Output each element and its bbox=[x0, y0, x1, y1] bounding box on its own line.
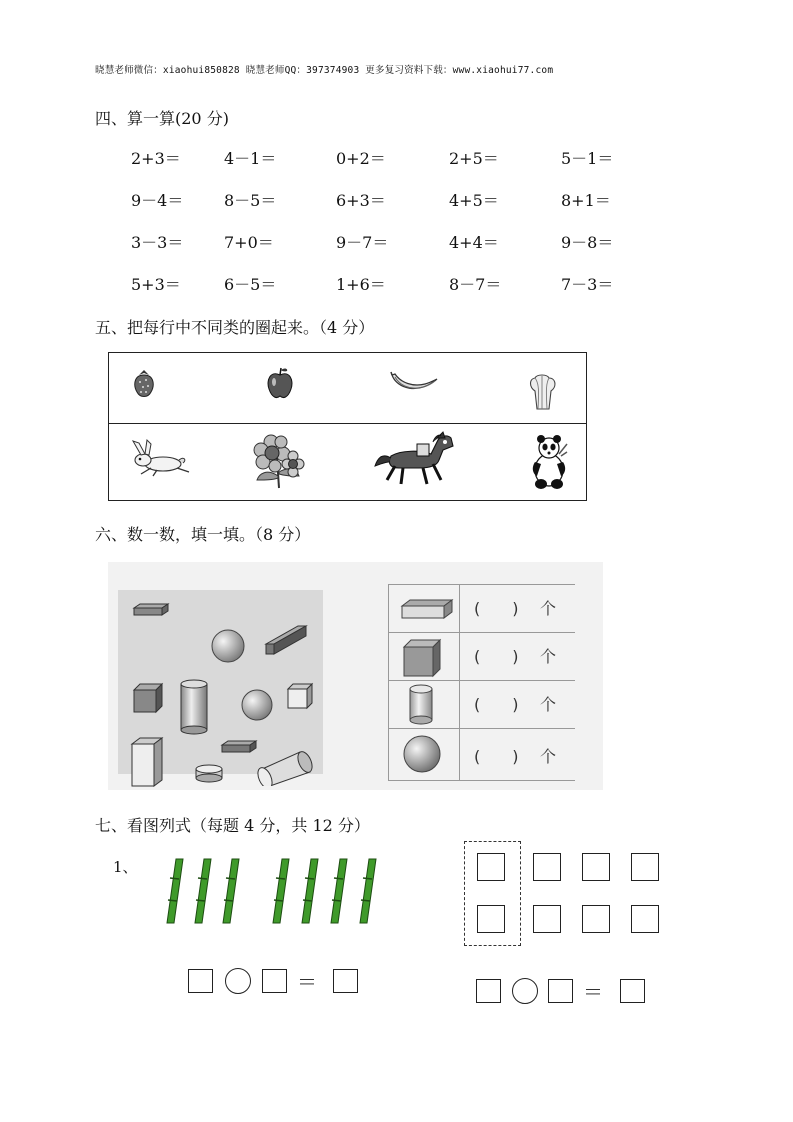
answer-box[interactable] bbox=[476, 979, 501, 1003]
operator-circle[interactable] bbox=[512, 978, 538, 1004]
equals-sign: ＝ bbox=[583, 980, 603, 1004]
bamboo-stick-icon bbox=[272, 858, 290, 924]
odd-one-out-row-2 bbox=[108, 423, 587, 501]
cube-icon bbox=[402, 638, 442, 678]
section-4-title: 四、算一算(20 分) bbox=[95, 109, 229, 128]
cube-icon bbox=[286, 682, 314, 710]
calc-problem[interactable]: 7+0＝ bbox=[224, 233, 274, 252]
count-unit: 个 bbox=[540, 695, 557, 714]
answer-box[interactable] bbox=[548, 979, 573, 1003]
calc-problem[interactable]: 9－7＝ bbox=[336, 233, 389, 252]
calc-problem[interactable]: 0+2＝ bbox=[336, 149, 386, 168]
page-header: 晓慧老师微信：xiaohui850828 晓慧老师QQ：397374903 更多复习资料下载：www.xiaohui77.com bbox=[95, 65, 554, 76]
calc-problem[interactable]: 4+5＝ bbox=[449, 191, 499, 210]
count-blank[interactable]: ( ) bbox=[474, 695, 519, 714]
calc-problem[interactable]: 8－5＝ bbox=[224, 191, 277, 210]
answer-box[interactable] bbox=[188, 969, 213, 993]
calc-problem[interactable]: 8+1＝ bbox=[561, 191, 611, 210]
picture-square bbox=[477, 853, 505, 881]
long-cuboid-icon bbox=[264, 622, 310, 656]
count-unit: 个 bbox=[540, 747, 557, 766]
flower-icon[interactable] bbox=[249, 428, 307, 490]
count-blank[interactable]: ( ) bbox=[474, 599, 519, 618]
count-blank[interactable]: ( ) bbox=[474, 647, 519, 666]
cuboid-icon bbox=[132, 602, 170, 618]
picture-square bbox=[631, 853, 659, 881]
picture-square bbox=[533, 905, 561, 933]
calc-problem[interactable]: 6+3＝ bbox=[336, 191, 386, 210]
cylinder-icon bbox=[178, 678, 210, 736]
bamboo-stick-icon bbox=[330, 858, 348, 924]
sphere-icon bbox=[240, 688, 274, 722]
count-blank[interactable]: ( ) bbox=[474, 747, 519, 766]
strawberry-icon[interactable] bbox=[131, 367, 157, 401]
count-unit: 个 bbox=[540, 599, 557, 618]
operator-circle[interactable] bbox=[225, 968, 251, 994]
calc-problem[interactable]: 4－1＝ bbox=[224, 149, 277, 168]
answer-box[interactable] bbox=[262, 969, 287, 993]
bamboo-stick-icon bbox=[222, 858, 240, 924]
picture-square bbox=[582, 853, 610, 881]
calc-problem[interactable]: 9－4＝ bbox=[131, 191, 184, 210]
bamboo-stick-icon bbox=[194, 858, 212, 924]
section-6-title: 六、数一数，填一填。（8 分） bbox=[95, 525, 311, 544]
calc-problem[interactable]: 7－3＝ bbox=[561, 275, 614, 294]
bamboo-stick-icon bbox=[166, 858, 184, 924]
section-7-title: 七、看图列式（每题 4 分，共 12 分） bbox=[95, 816, 370, 835]
answer-box[interactable] bbox=[333, 969, 358, 993]
cylinder-icon bbox=[408, 684, 434, 726]
calc-problem[interactable]: 6－5＝ bbox=[224, 275, 277, 294]
horse-icon[interactable] bbox=[373, 430, 455, 488]
cabbage-icon[interactable] bbox=[525, 373, 561, 411]
odd-one-out-row-1 bbox=[108, 352, 587, 424]
answer-box[interactable] bbox=[620, 979, 645, 1003]
panda-icon[interactable] bbox=[529, 434, 569, 490]
picture-square bbox=[533, 853, 561, 881]
apple-icon[interactable] bbox=[265, 365, 295, 401]
cylinder-icon bbox=[194, 764, 224, 784]
calc-problem[interactable]: 2+5＝ bbox=[449, 149, 499, 168]
cuboid-icon bbox=[220, 740, 258, 754]
calc-problem[interactable]: 9－8＝ bbox=[561, 233, 614, 252]
banana-icon[interactable] bbox=[389, 369, 441, 399]
question-1-label: 1、 bbox=[113, 858, 138, 876]
picture-square bbox=[582, 905, 610, 933]
picture-square bbox=[631, 905, 659, 933]
section-5-title: 五、把每行中不同类的圈起来。（4 分） bbox=[95, 318, 375, 337]
tall-cuboid-icon bbox=[130, 736, 164, 788]
equals-sign: ＝ bbox=[297, 970, 317, 994]
calc-problem[interactable]: 3－3＝ bbox=[131, 233, 184, 252]
count-table bbox=[388, 584, 575, 780]
picture-square bbox=[477, 905, 505, 933]
cuboid-icon bbox=[400, 598, 454, 620]
calc-problem[interactable]: 2+3＝ bbox=[131, 149, 181, 168]
counting-panel bbox=[108, 562, 603, 790]
rabbit-icon[interactable] bbox=[127, 438, 193, 478]
cylinder-icon bbox=[254, 746, 316, 786]
calc-problem[interactable]: 5+3＝ bbox=[131, 275, 181, 294]
calc-problem[interactable]: 8－7＝ bbox=[449, 275, 502, 294]
count-unit: 个 bbox=[540, 647, 557, 666]
calc-problem[interactable]: 1+6＝ bbox=[336, 275, 386, 294]
bamboo-stick-icon bbox=[359, 858, 377, 924]
sphere-icon bbox=[402, 734, 442, 774]
sphere-icon bbox=[210, 628, 246, 664]
calc-problem[interactable]: 5－1＝ bbox=[561, 149, 614, 168]
shapes-picture bbox=[118, 590, 323, 774]
calc-problem[interactable]: 4+4＝ bbox=[449, 233, 499, 252]
cube-icon bbox=[132, 682, 164, 714]
bamboo-stick-icon bbox=[301, 858, 319, 924]
